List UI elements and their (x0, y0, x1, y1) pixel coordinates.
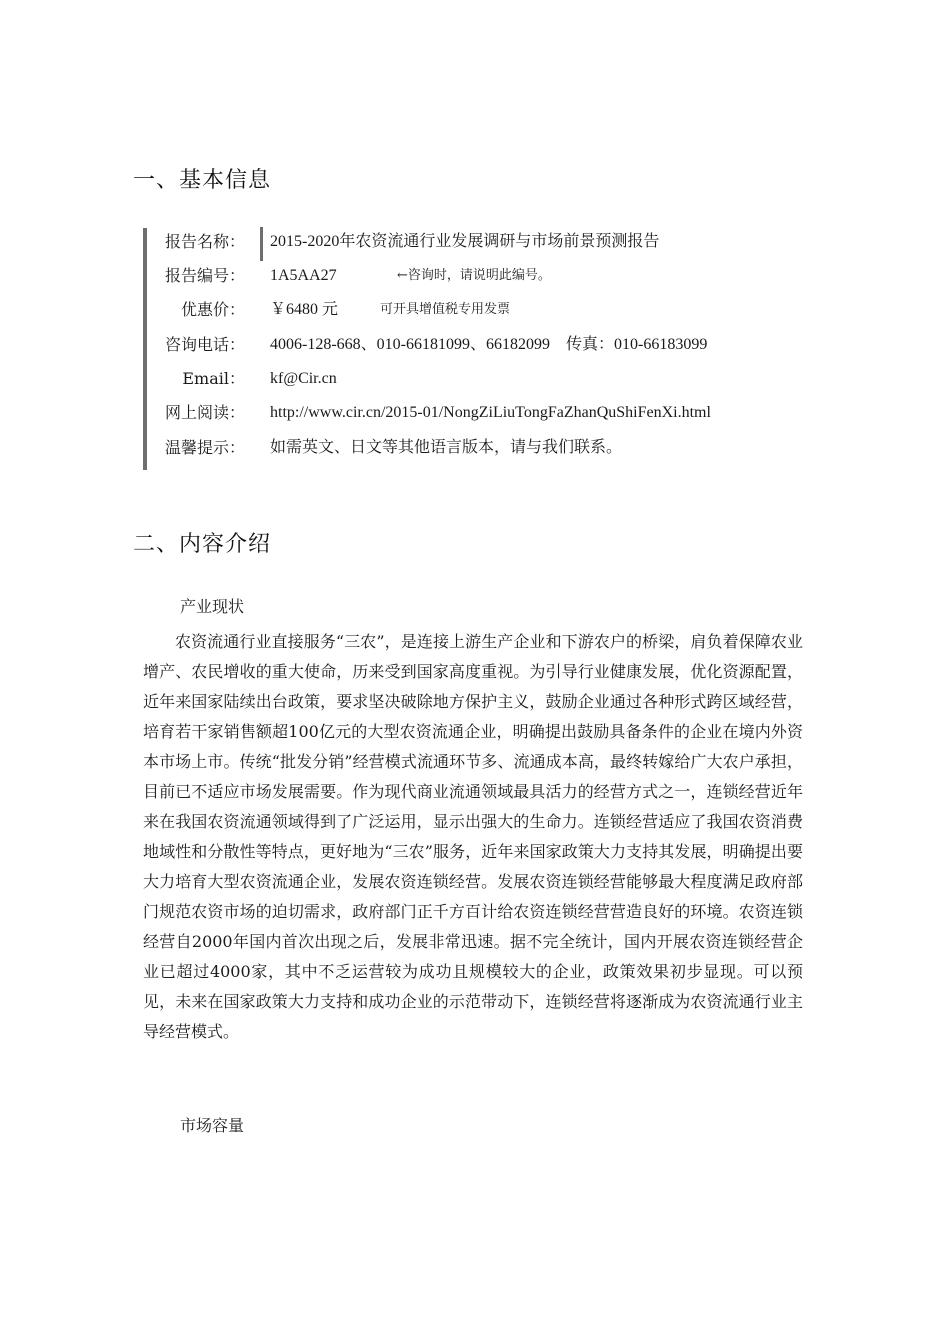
phone-label: 咨询电话： (164, 335, 245, 354)
value-divider (260, 227, 263, 261)
basic-info-block (143, 228, 837, 470)
price-note: 可开具增值税专用发票 (380, 302, 511, 317)
subheading-market-capacity: 市场容量 (180, 1116, 245, 1135)
report-no-note: ←咨询时，请说明此编号。 (397, 268, 551, 283)
tip-label: 温馨提示： (164, 438, 245, 457)
industry-status-paragraph: 农资流通行业直接服务“三农”，是连接上游生产企业和下游农户的桥梁，肩负着保障农业增产、农民增收的重大使命，历来受到国家高度重视。为引导行业健康发展，优化资源配置，近年来国家陆续出台政策，要求坚决破除地方保护主义，鼓励企业通过各种形式跨区域经营，培育若干家销售额超100亿元的大型农资流通企业，明确提出鼓励具备条件的企业在境内外资本市场上市。传统“批发分销”经营模式流通环节多、流通成本高，最终转嫁给广大农户承担，目前已不适应市场发展需要。作为现代商业流通领域最具活力的经营方式之一，连锁经营近年来在我国农资流通领域得到了广泛运用，显示出强大的生命力。连锁经营适应了我国农资消费地域性和分散性等特点，更好地为“三农”服务，近年来国家政策大力支持其发展，明确提出要大力培育大型农资流通企业，发展农资连锁经营。发展农资连锁经营能够最大程度满足政府部门规范农资市场的迫切需求，政府部门正千方百计给农资连锁经营营造良好的环境。农资连锁经营自2000年国内首次出现之后，发展非常迅速。据不完全统计，国内开展农资连锁经营企业已超过4000家，其中不乏运营较为成功且规模较大的企业，政策效果初步显现。可以预见，未来在国家政策大力支持和成功企业的示范带动下，连锁经营将逐渐成为农资流通行业主导经营模式。 (143, 632, 803, 1041)
url-link[interactable]: http://www.cir.cn/2015-01/NongZiLiuTongFaZhanQuShiFenXi.html (270, 404, 711, 421)
email-label: Email： (182, 369, 245, 388)
report-no-label: 报告编号： (164, 266, 245, 285)
price-value: ￥6480 元 (270, 301, 339, 318)
report-name-label: 报告名称： (164, 232, 245, 251)
email-link[interactable]: kf@Cir.cn (270, 370, 337, 387)
report-no-value: 1A5AA27 (270, 267, 337, 284)
price-label: 优惠价： (180, 300, 245, 319)
section-title-basic-info: 一、基本信息 (133, 168, 272, 193)
subheading-industry-status: 产业现状 (180, 597, 245, 616)
tip-value: 如需英文、日文等其他语言版本，请与我们联系。 (270, 439, 623, 456)
report-name-value: 2015-2020年农资流通行业发展调研与市场前景预测报告 (270, 233, 660, 250)
section-title-content-intro: 二、内容介绍 (133, 532, 272, 557)
url-label: 网上阅读： (164, 403, 245, 422)
phone-value: 4006-128-668、010-66181099、66182099 传真：010-66183099 (270, 336, 708, 353)
